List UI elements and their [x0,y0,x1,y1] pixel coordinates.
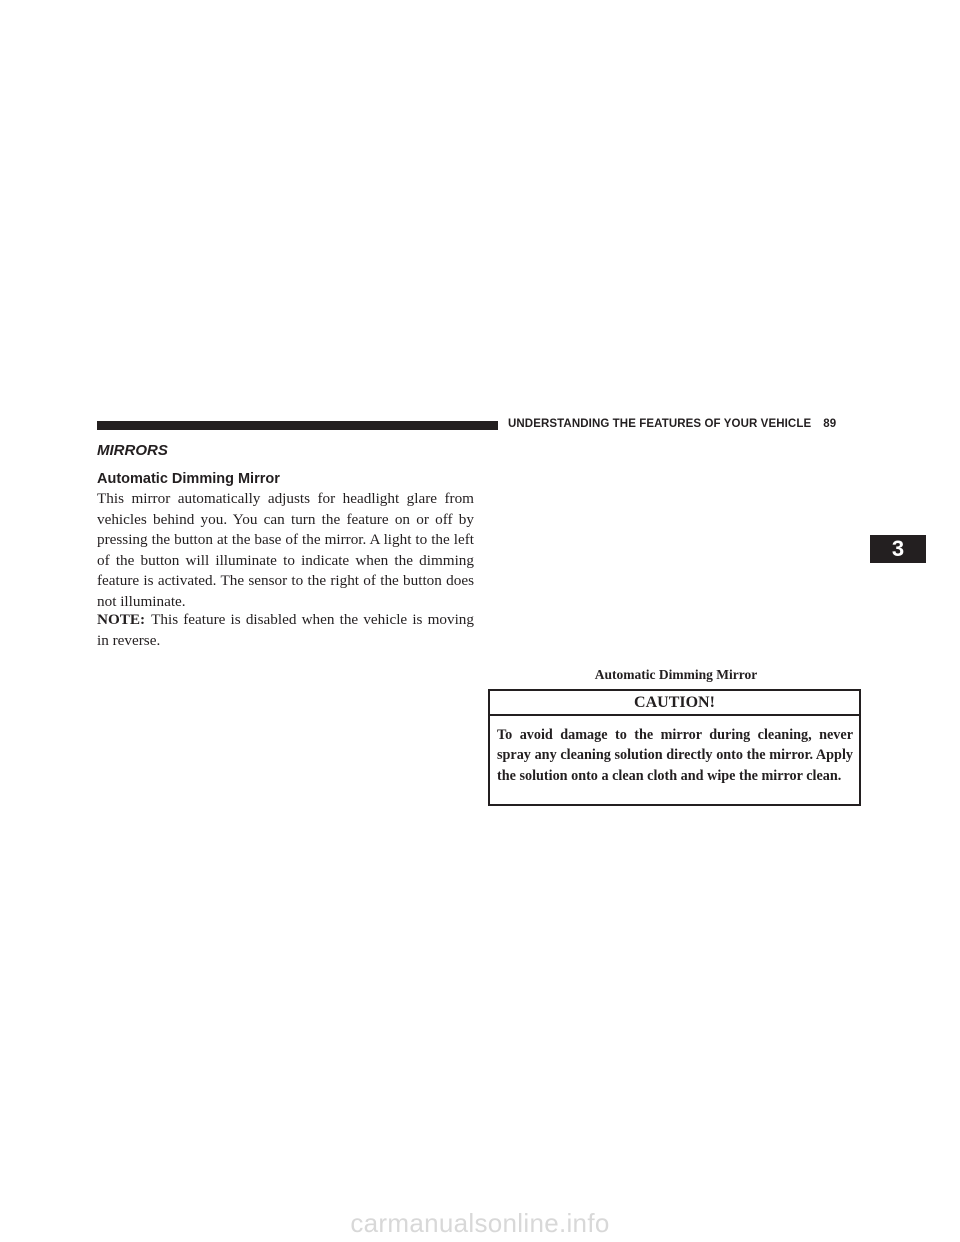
section-title: MIRRORS [97,442,168,459]
page-number: 89 [823,418,837,430]
figure-caption: Automatic Dimming Mirror [594,667,758,682]
note-text: This feature is disabled when the vehicle is moving in reverse. [97,611,474,649]
sub-heading: Automatic Dimming Mirror [97,471,280,487]
caution-title: CAUTION! [490,691,859,716]
caution-box [488,689,861,806]
running-head [508,418,864,430]
watermark: carmanualsonline.info [350,1208,610,1238]
header-rule [97,421,498,430]
running-head-title: UNDERSTANDING THE FEATURES OF YOUR VEHICLE [508,418,812,430]
chapter-tab: 3 [870,535,926,563]
body-paragraph: This mirror automatically adjusts for headlight glare from vehicles behind you. You can turn the feature on or off by pressing the button at the base of the mirror. A light to the left of the button will illuminate to indicate when the dimming feature is activated. The sensor to the right of the button does not illuminate. [97,490,474,610]
note-label: NOTE: [97,611,146,628]
note-paragraph [97,610,474,651]
figure-placeholder [489,436,863,658]
caution-text: To avoid damage to the mirror during cleaning, never spray any cleaning solution directly onto the mirror. Apply the solution onto a clean cloth and wipe the mirror clean. [497,727,853,784]
